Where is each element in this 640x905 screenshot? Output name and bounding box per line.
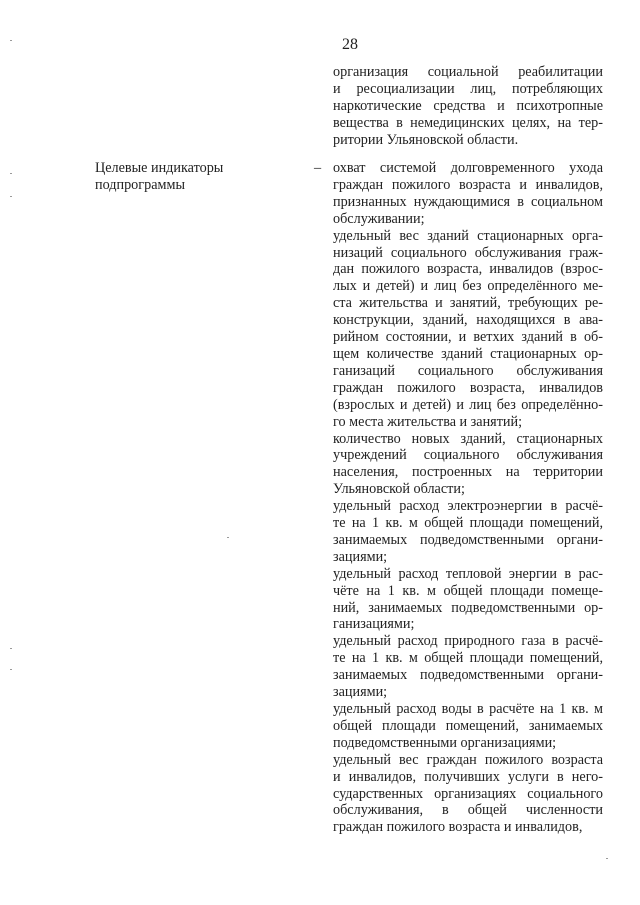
- indicator-text-line: удельный расход природного газа в расчё-: [333, 633, 603, 650]
- scan-speck: [10, 669, 12, 670]
- indicator-text-line: граждан пожилого возраста и инвалидов,: [333, 176, 603, 193]
- indicator-text-line: ста жительства и занятий, требующих ре-: [333, 295, 603, 312]
- scan-speck: [10, 648, 12, 649]
- scan-speck: [606, 858, 608, 859]
- scan-speck: [227, 537, 229, 538]
- indicator-text-line: занимаемых подведомственными органи-: [333, 667, 603, 684]
- indicator-text-line: зациями;: [333, 548, 388, 565]
- indicator-text-line: занимаемых подведомственными органи-: [333, 531, 603, 548]
- indicator-text-line: обслуживания, в общей численности: [333, 802, 603, 819]
- indicator-text-line: и инвалидов, получивших услуги в него-: [333, 768, 603, 785]
- indicator-text-line: удельный вес зданий стационарных орга-: [333, 227, 603, 244]
- indicator-text-line: те на 1 кв. м общей площади помещений,: [333, 515, 603, 532]
- indicator-text-line: рийном состоянии, и ветхих зданий в об-: [333, 329, 603, 346]
- indicator-text-line: ганизациями;: [333, 616, 415, 633]
- indicator-text-line: чёте на 1 кв. м общей площади помеще-: [333, 582, 603, 599]
- indicator-text-line: признанных нуждающимися в социальном: [333, 193, 603, 210]
- continuation-line: организация социальной реабилитации: [333, 64, 603, 80]
- indicator-text-line: граждан пожилого возраста и инвалидов,: [333, 819, 583, 836]
- indicator-text-line: сударственных организациях социального: [333, 785, 603, 802]
- indicators-dash: –: [314, 160, 322, 176]
- scan-speck: [10, 173, 12, 174]
- indicator-text-line: зациями;: [333, 684, 388, 701]
- continuation-paragraph: [333, 64, 603, 149]
- indicator-text-line: те на 1 кв. м общей площади помещений,: [333, 650, 603, 667]
- indicator-text-line: удельный расход электроэнергии в расчё-: [333, 498, 603, 515]
- indicator-text-line: населения, построенных на территории: [333, 464, 603, 481]
- indicator-text-line: ганизаций социального обслуживания: [333, 362, 603, 379]
- indicator-text-line: охват системой долговременного ухода: [333, 160, 603, 176]
- continuation-line: вещества в немедицинских целях, на тер-: [333, 114, 603, 131]
- indicator-text-line: удельный вес граждан пожилого возраста: [333, 751, 603, 768]
- indicator-text-line: лых и детей) и лиц без определённого ме-: [333, 278, 603, 295]
- scan-speck: [10, 40, 12, 41]
- scan-speck: [10, 196, 12, 197]
- indicator-text-line: удельный расход воды в расчёте на 1 кв. м: [333, 701, 603, 717]
- indicators-label-line: подпрограммы: [95, 176, 185, 193]
- indicators-label-line: Целевые индикаторы: [95, 160, 224, 176]
- continuation-line: ритории Ульяновской области.: [333, 131, 519, 148]
- indicator-text-line: конструкции, зданий, находящихся в ава-: [333, 312, 603, 329]
- indicator-text-line: низаций социального обслуживания граж-: [333, 244, 603, 261]
- indicator-text-line: удельный расход тепловой энергии в рас-: [333, 565, 603, 582]
- indicator-text-line: подведомственными организациями;: [333, 734, 557, 751]
- page-number: 28: [342, 36, 358, 53]
- indicator-text-line: граждан пожилого возраста, инвалидов: [333, 379, 603, 396]
- indicator-text-line: количество новых зданий, стационарных: [333, 430, 603, 447]
- indicators-text: [333, 160, 603, 836]
- continuation-line: наркотические средства и психотропные: [333, 97, 603, 114]
- indicator-text-line: Ульяновской области;: [333, 481, 465, 498]
- indicator-text-line: общей площади помещений, занимаемых: [333, 717, 603, 734]
- indicator-text-line: (взрослых и детей) и лиц без определённо-: [333, 396, 603, 413]
- continuation-line: и ресоциализации лиц, потребляющих: [333, 80, 603, 97]
- indicator-text-line: дан пожилого возраста, инвалидов (взрос-: [333, 261, 603, 278]
- indicators-label: [95, 160, 295, 194]
- indicator-text-line: обслуживании;: [333, 210, 425, 227]
- indicator-text-line: учреждений социального обслуживания: [333, 447, 603, 464]
- indicator-text-line: щем количестве зданий стационарных ор-: [333, 345, 603, 362]
- indicator-text-line: го места жительства и занятий;: [333, 413, 523, 430]
- indicator-text-line: ний, занимаемых подведомственными ор-: [333, 599, 603, 616]
